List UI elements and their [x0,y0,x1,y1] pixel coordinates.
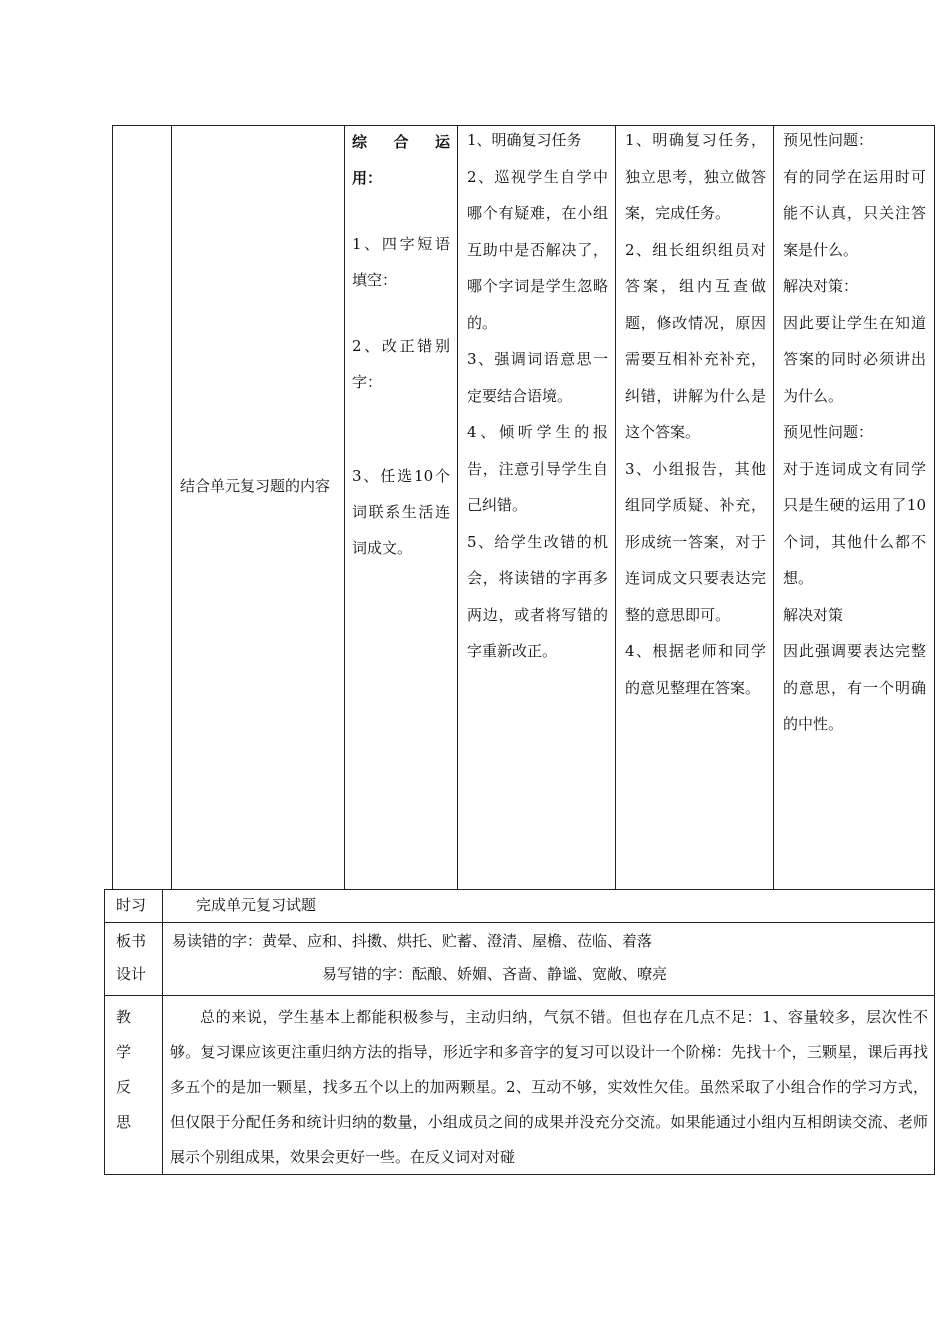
bottom-table-border-left [104,889,105,1175]
top-table-col-divider-4 [615,125,616,890]
teacher-step-2: 2、巡视学生自学中哪个有疑难，在小组互助中是否解决了，哪个字词是学生忽略的。 [467,167,608,332]
board-label-line-2: 设计 [116,965,147,983]
board-line-2: 易写错的字：酝酿、娇媚、吝啬、静谧、宽敞、嘹亮 [322,965,668,983]
bottom-table-row-divider-1 [104,922,935,923]
homework-label: 时习 [116,896,147,914]
teacher-step-5: 5、给学生改错的机会，将读错的字再多两边，或者将写错的字重新改正。 [467,532,608,660]
exercise-heading-rest: 用： [352,169,383,187]
top-table-border-right [934,125,935,890]
exercise-item-1: 1、四字短语填空： [352,235,450,289]
reflection-text: 总的来说，学生基本上都能积极参与，主动归纳，气氛不错。但也存在几点不足：1、容量较多，层次性不够。复习课应该更注重归纳方法的指导，形近字和多音字的复习可以设计一个阶梯：先找十个，三颗星，课后再找多五个的是加一颗星，找多五个以上的加两颗星。2、互动不够，实效性欠佳。虽然采取了小组合作的学习方式，但仅限于分配任务和统计归纳的数量，小组成员之间的成果并没充分交流。如果能通过小组内互相朗读交流、老师展示个别组成果，效果会更好一些。在反义词对对碰 [170,1008,928,1166]
student-step-4: 4、根据老师和同学的意见整理在答案。 [625,642,766,697]
bottom-table-row-divider-2 [104,995,935,996]
exercise-cell [352,124,450,566]
student-step-2: 2、组长组织组员对答案，组内互查做题，修改情况，原因需要互相补充补充，纠错，讲解为什么是这个答案。 [625,240,766,441]
top-table-col-divider-5 [773,125,774,890]
board-line-1: 易读错的字：黄晕、应和、抖擞、烘托、贮蓄、澄清、屋檐、莅临、着落 [172,932,653,950]
student-step-1: 1、明确复习任务，独立思考，独立做答案，完成任务。 [625,131,766,222]
teacher-step-4: 4、倾听学生的报告，注意引导学生自己纠错。 [467,423,608,514]
note-solution-2-title: 解决对策 [783,605,844,624]
homework-text: 完成单元复习试题 [196,896,317,914]
bottom-table-border-right [934,889,935,1175]
board-label-line-1: 板书 [116,932,147,950]
exercise-item-3: 3、任选10个词联系生活连词成文。 [352,467,450,557]
notes-cell [783,122,926,743]
exercise-heading: 综 合 运 [352,133,450,151]
top-table-col-divider-2 [344,125,345,890]
note-problem-2-title: 预见性问题： [783,423,874,441]
note-solution-1-title: 解决对策： [783,277,859,295]
content-text: 结合单元复习题的内容 [180,477,331,495]
top-table-border-left [112,125,113,890]
note-solution-2: 因此强调要表达完整的意思，有一个明确的中性。 [783,642,926,733]
note-problem-2: 对于连词成文有同学只是生硬的运用了10个词，其他什么都不想。 [783,459,926,587]
note-problem-1-title: 预见性问题： [783,131,874,149]
bottom-table-border-bottom [104,1174,935,1175]
content-cell [180,468,338,504]
student-activity-cell [625,122,766,706]
note-solution-1: 因此要让学生在知道答案的同时必须讲出为什么。 [783,313,926,405]
reflection-label: 教 学 反 思 [116,1008,132,1131]
note-problem-1: 有的同学在运用时可能不认真，只关注答案是什么。 [783,167,926,259]
exercise-item-2: 2、改正错别字： [352,337,450,391]
teacher-activity-cell [467,122,608,670]
teacher-step-1: 1、明确复习任务 [467,131,582,149]
reflection-text-cell [170,1000,928,1172]
teacher-step-3: 3、强调词语意思一定要结合语境。 [467,350,608,405]
student-step-3: 3、小组报告，其他组同学质疑、补充，形成统一答案，对于连词成文只要表达完整的意思即可。 [625,459,766,624]
bottom-table-col-divider [162,889,163,1175]
top-table-col-divider-1 [171,125,172,890]
top-table-col-divider-3 [457,125,458,890]
bottom-table-border-top [104,889,935,890]
